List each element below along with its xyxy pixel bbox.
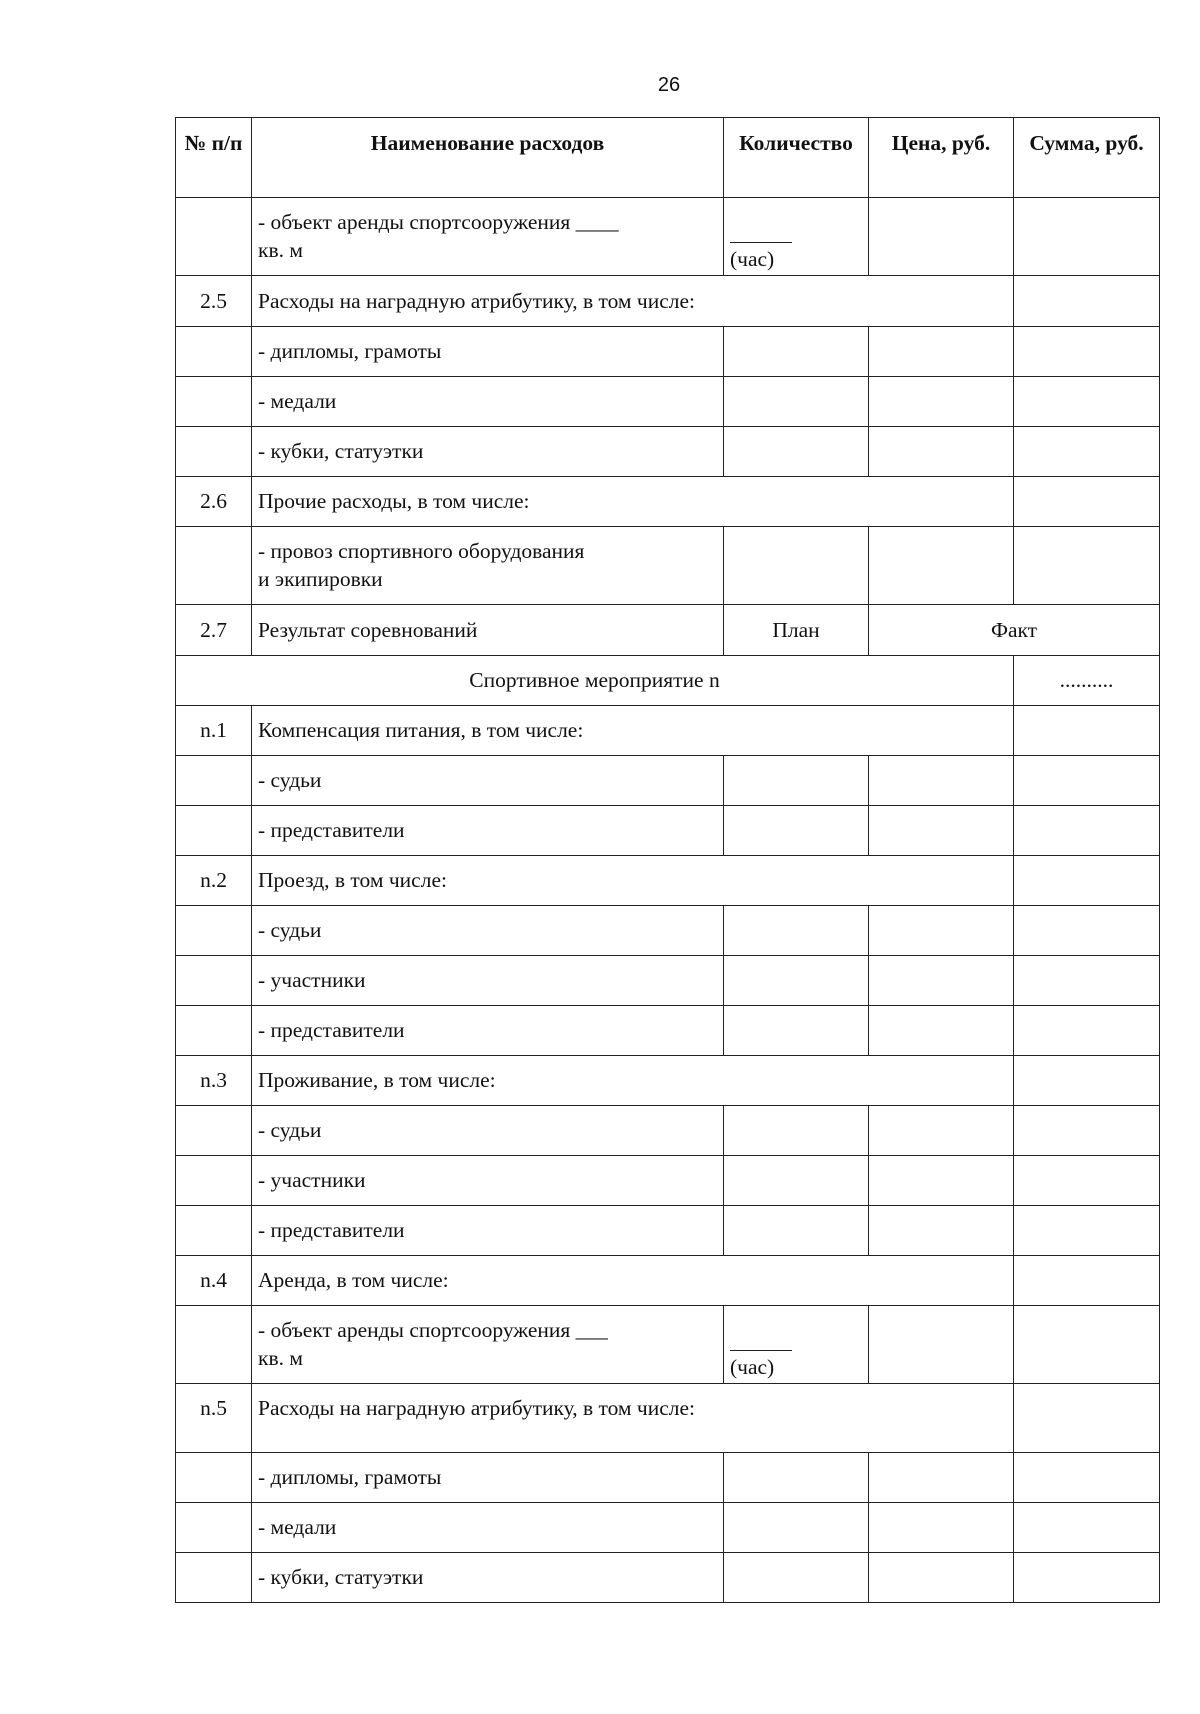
row-sum	[1014, 427, 1160, 477]
row-name	[252, 527, 724, 605]
qty-unit: (час)	[730, 1355, 775, 1379]
row-name: Прочие расходы, в том числе:	[252, 477, 1014, 527]
row-sum	[1014, 1206, 1160, 1256]
row-num: n.3	[176, 1056, 252, 1106]
row-sum	[1014, 527, 1160, 605]
row-sum	[1014, 327, 1160, 377]
row-name: Компенсация питания, в том числе:	[252, 706, 1014, 756]
row-name: Проезд, в том числе:	[252, 856, 1014, 906]
row-num	[176, 956, 252, 1006]
section-title: Спортивное мероприятие n	[176, 656, 1014, 706]
table-row	[176, 1503, 1160, 1553]
table-row	[176, 377, 1160, 427]
row-name: - кубки, статуэтки	[252, 427, 724, 477]
row-num	[176, 1156, 252, 1206]
table-header-row	[176, 118, 1160, 198]
row-sum	[1014, 906, 1160, 956]
row-sum	[1014, 1384, 1160, 1453]
row-sum	[1014, 1106, 1160, 1156]
table-row	[176, 1306, 1160, 1384]
row-sum	[1014, 1006, 1160, 1056]
fact-cell: Факт	[869, 605, 1160, 656]
section-row	[176, 656, 1160, 706]
row-name: - представители	[252, 806, 724, 856]
table-row	[176, 806, 1160, 856]
name-line: - провоз спортивного оборудования	[258, 538, 585, 563]
row-num: 2.6	[176, 477, 252, 527]
row-price	[869, 1503, 1014, 1553]
row-sum	[1014, 198, 1160, 276]
row-name: - дипломы, грамоты	[252, 1453, 724, 1503]
row-num: 2.7	[176, 605, 252, 656]
table-row	[176, 605, 1160, 656]
row-sum	[1014, 1156, 1160, 1206]
row-name: Проживание, в том числе:	[252, 1056, 1014, 1106]
page-number: 26	[657, 74, 681, 96]
row-qty	[724, 198, 869, 276]
table-row	[176, 1553, 1160, 1603]
row-price	[869, 1453, 1014, 1503]
blank-line	[730, 242, 792, 243]
name-line: и экипировки	[258, 566, 383, 591]
row-name: - участники	[252, 956, 724, 1006]
table-row	[176, 1206, 1160, 1256]
table-row	[176, 956, 1160, 1006]
row-qty	[724, 906, 869, 956]
row-name	[252, 1306, 724, 1384]
row-qty	[724, 1553, 869, 1603]
row-sum	[1014, 1453, 1160, 1503]
row-qty	[724, 1106, 869, 1156]
row-name: - участники	[252, 1156, 724, 1206]
row-sum	[1014, 276, 1160, 327]
table-row	[176, 1056, 1160, 1106]
row-name: Результат соревнований	[252, 605, 724, 656]
row-qty	[724, 1306, 869, 1384]
table-row	[176, 527, 1160, 605]
header-num: № п/п	[176, 118, 252, 198]
row-num	[176, 377, 252, 427]
row-price	[869, 1553, 1014, 1603]
plan-cell: План	[724, 605, 869, 656]
row-price	[869, 1156, 1014, 1206]
row-name: - дипломы, грамоты	[252, 327, 724, 377]
table-row	[176, 1106, 1160, 1156]
row-price	[869, 198, 1014, 276]
blank-line	[730, 1350, 792, 1351]
row-name: - судьи	[252, 906, 724, 956]
row-qty	[724, 1503, 869, 1553]
row-qty	[724, 327, 869, 377]
row-sum	[1014, 477, 1160, 527]
row-num: 2.5	[176, 276, 252, 327]
name-line: кв. м	[258, 237, 303, 262]
header-sum: Сумма, руб.	[1014, 118, 1160, 198]
row-sum	[1014, 1056, 1160, 1106]
name-line: - объект аренды спортсооружения ____	[258, 209, 619, 234]
row-price	[869, 427, 1014, 477]
row-sum	[1014, 1503, 1160, 1553]
row-qty	[724, 1006, 869, 1056]
row-num: n.4	[176, 1256, 252, 1306]
row-name: Аренда, в том числе:	[252, 1256, 1014, 1306]
table-row	[176, 1006, 1160, 1056]
row-num	[176, 1453, 252, 1503]
row-name: - судьи	[252, 1106, 724, 1156]
row-sum	[1014, 956, 1160, 1006]
row-name: - медали	[252, 1503, 724, 1553]
table-row	[176, 1384, 1160, 1453]
row-price	[869, 1106, 1014, 1156]
row-num	[176, 1306, 252, 1384]
row-qty	[724, 956, 869, 1006]
row-num	[176, 1006, 252, 1056]
row-num	[176, 327, 252, 377]
row-num	[176, 427, 252, 477]
table-row	[176, 327, 1160, 377]
row-name	[252, 198, 724, 276]
row-sum	[1014, 1306, 1160, 1384]
row-price	[869, 906, 1014, 956]
row-qty	[724, 756, 869, 806]
row-qty	[724, 1156, 869, 1206]
row-qty	[724, 1206, 869, 1256]
row-name: - кубки, статуэтки	[252, 1553, 724, 1603]
row-num	[176, 1553, 252, 1603]
header-price: Цена, руб.	[869, 118, 1014, 198]
row-num	[176, 1106, 252, 1156]
expenses-table	[175, 117, 1160, 1603]
table-row	[176, 756, 1160, 806]
row-num	[176, 1503, 252, 1553]
row-qty	[724, 377, 869, 427]
row-name: - судьи	[252, 756, 724, 806]
row-name: Расходы на наградную атрибутику, в том числе:	[252, 1384, 1014, 1453]
row-price	[869, 1306, 1014, 1384]
table-row	[176, 276, 1160, 327]
row-sum	[1014, 856, 1160, 906]
row-name: - медали	[252, 377, 724, 427]
table-row	[176, 1156, 1160, 1206]
table-row	[176, 477, 1160, 527]
row-name: - представители	[252, 1206, 724, 1256]
section-sum: ..........	[1014, 656, 1160, 706]
row-qty	[724, 527, 869, 605]
row-price	[869, 956, 1014, 1006]
row-price	[869, 327, 1014, 377]
row-price	[869, 1006, 1014, 1056]
qty-unit: (час)	[730, 247, 775, 271]
row-num	[176, 198, 252, 276]
row-num	[176, 756, 252, 806]
row-qty	[724, 806, 869, 856]
row-sum	[1014, 756, 1160, 806]
row-price	[869, 806, 1014, 856]
row-num	[176, 806, 252, 856]
row-qty	[724, 427, 869, 477]
table-row	[176, 856, 1160, 906]
table-row	[176, 198, 1160, 276]
row-num	[176, 1206, 252, 1256]
table-row	[176, 427, 1160, 477]
table-row	[176, 1256, 1160, 1306]
row-sum	[1014, 706, 1160, 756]
row-num: n.2	[176, 856, 252, 906]
name-line: - объект аренды спортсооружения ___	[258, 1317, 608, 1342]
name-line: кв. м	[258, 1345, 303, 1370]
row-sum	[1014, 1256, 1160, 1306]
row-sum	[1014, 806, 1160, 856]
row-num	[176, 906, 252, 956]
row-price	[869, 756, 1014, 806]
row-name: Расходы на наградную атрибутику, в том числе:	[252, 276, 1014, 327]
table-row	[176, 1453, 1160, 1503]
table-row	[176, 706, 1160, 756]
row-price	[869, 1206, 1014, 1256]
row-num: n.1	[176, 706, 252, 756]
row-sum	[1014, 1553, 1160, 1603]
row-price	[869, 527, 1014, 605]
row-price	[869, 377, 1014, 427]
row-num: n.5	[176, 1384, 252, 1453]
header-qty: Количество	[724, 118, 869, 198]
row-sum	[1014, 377, 1160, 427]
header-name: Наименование расходов	[252, 118, 724, 198]
row-num	[176, 527, 252, 605]
row-qty	[724, 1453, 869, 1503]
row-name: - представители	[252, 1006, 724, 1056]
table-row	[176, 906, 1160, 956]
